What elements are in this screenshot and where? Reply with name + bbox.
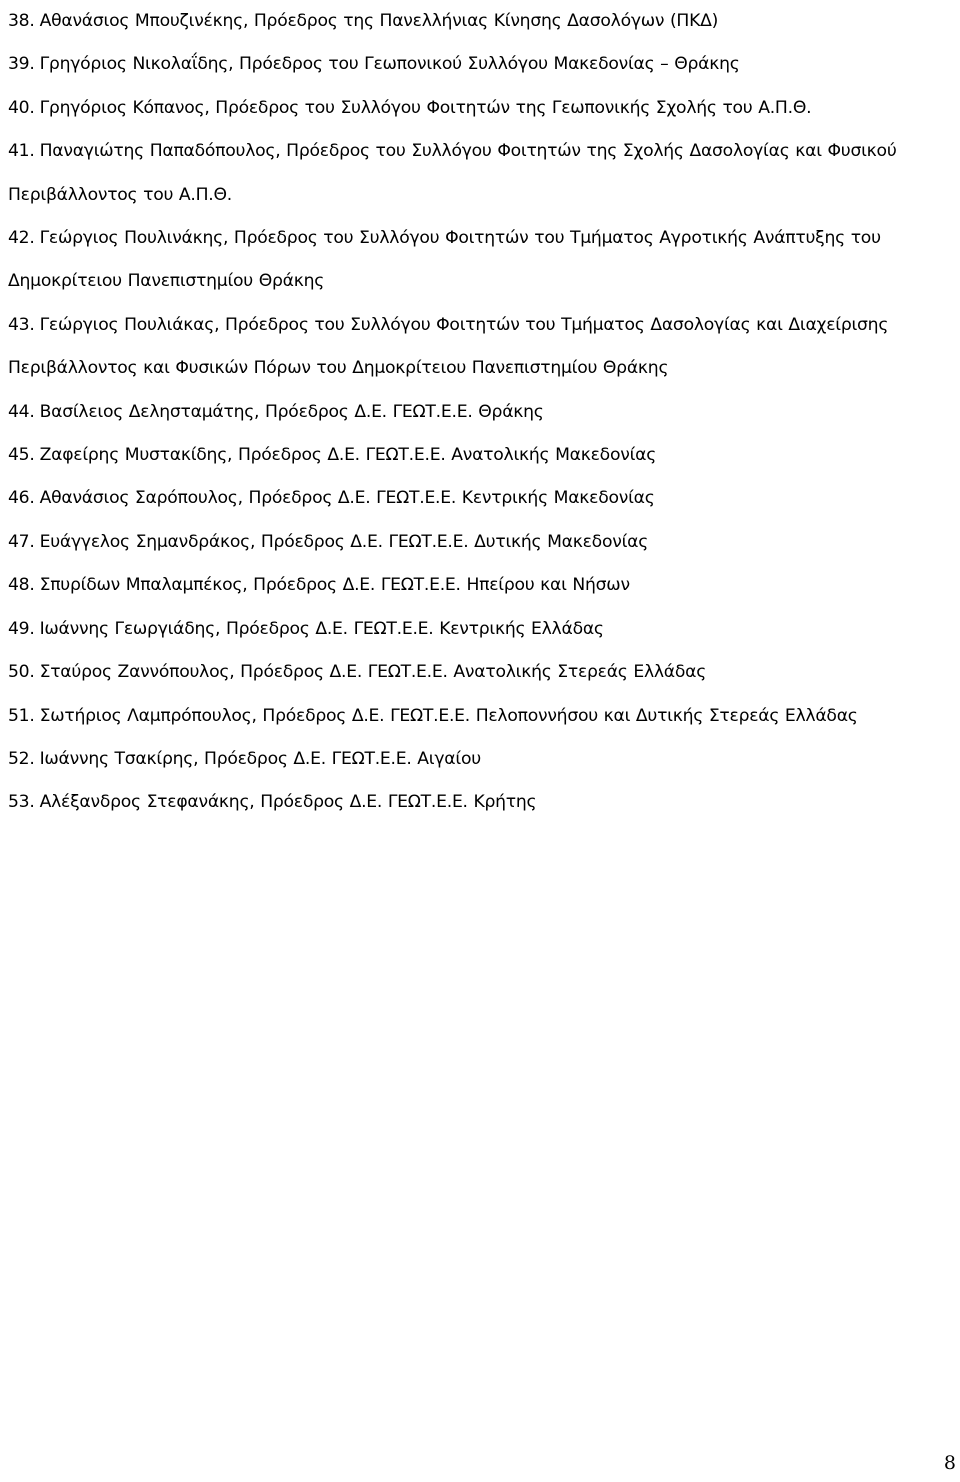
- item-number: 53.: [8, 792, 35, 813]
- item-number: 48.: [8, 575, 35, 596]
- item-number: 50.: [8, 662, 35, 683]
- item-text: Ευάγγελος Σημανδράκος, Πρόεδρος Δ.Ε. ΓΕΩΤ.Ε.Ε. Δυτικής Μακεδονίας: [39, 531, 649, 552]
- item-text: Παναγιώτης Παπαδόπουλος, Πρόεδρος του Συλλόγου Φοιτητών της Σχολής Δασολογίας και Φυσικού Περιβάλλοντος του Α.Π.Θ.: [8, 141, 897, 205]
- item-number: 43.: [8, 314, 35, 335]
- list-item: [8, 781, 954, 824]
- item-text: Αθανάσιος Σαρόπουλος, Πρόεδρος Δ.Ε. ΓΕΩΤ.Ε.Ε. Κεντρικής Μακεδονίας: [39, 488, 655, 509]
- list-item: [8, 304, 954, 391]
- item-number: 44.: [8, 401, 35, 422]
- item-text: Γεώργιος Πουλιάκας, Πρόεδρος του Συλλόγου Φοιτητών του Τμήματος Δασολογίας και Διαχείρισης Περιβάλλοντος και Φυσικών Πόρων του Δημοκρίτειου Πανεπιστημίου Θράκης: [8, 314, 889, 379]
- item-number: 47.: [8, 531, 35, 552]
- item-number: 52.: [8, 748, 35, 769]
- list-item: [8, 477, 954, 520]
- item-text: Αθανάσιος Μπουζινέκης, Πρόεδρος της Πανελλήνιας Κίνησης Δασολόγων (ΠΚΔ): [39, 11, 719, 31]
- list-item: [8, 43, 954, 86]
- item-number: 40.: [8, 97, 35, 118]
- item-text: Σταύρος Ζαννόπουλος, Πρόεδρος Δ.Ε. ΓΕΩΤ.Ε.Ε. Ανατολικής Στερεάς Ελλάδας: [39, 662, 707, 683]
- item-number: 38.: [8, 11, 35, 31]
- item-number: 51.: [8, 705, 35, 726]
- list-item: [8, 391, 954, 434]
- list-item: [8, 738, 954, 781]
- item-number: 39.: [8, 54, 35, 75]
- list-item: [8, 651, 954, 694]
- item-text: Γρηγόριος Κόπανος, Πρόεδρος του Συλλόγου Φοιτητών της Γεωπονικής Σχολής του Α.Π.Θ.: [39, 97, 812, 118]
- item-text: Γεώργιος Πουλινάκης, Πρόεδρος του Συλλόγου Φοιτητών του Τμήματος Αγροτικής Ανάπτυξης του Δημοκρίτειου Πανεπιστημίου Θράκης: [8, 228, 881, 292]
- item-number: 41.: [8, 141, 35, 162]
- item-number: 49.: [8, 618, 35, 639]
- signatories-list: [8, 0, 954, 825]
- item-text: Αλέξανδρος Στεφανάκης, Πρόεδρος Δ.Ε. ΓΕΩΤ.Ε.Ε. Κρήτης: [39, 792, 537, 813]
- list-item: [8, 130, 954, 217]
- item-text: Ιωάννης Τσακίρης, Πρόεδρος Δ.Ε. ΓΕΩΤ.Ε.Ε. Αιγαίου: [39, 748, 481, 769]
- item-number: 46.: [8, 488, 35, 509]
- item-number: 42.: [8, 228, 35, 249]
- list-item: [8, 434, 954, 477]
- item-text: Ιωάννης Γεωργιάδης, Πρόεδρος Δ.Ε. ΓΕΩΤ.Ε.Ε. Κεντρικής Ελλάδας: [39, 618, 604, 639]
- list-item: [8, 0, 954, 43]
- list-item: [8, 608, 954, 651]
- list-item: [8, 564, 954, 607]
- list-item: [8, 87, 954, 130]
- item-text: Σπυρίδων Μπαλαμπέκος, Πρόεδρος Δ.Ε. ΓΕΩΤ.Ε.Ε. Ηπείρου και Νήσων: [39, 575, 630, 596]
- item-text: Ζαφείρης Μυστακίδης, Πρόεδρος Δ.Ε. ΓΕΩΤ.Ε.Ε. Ανατολικής Μακεδονίας: [39, 445, 657, 466]
- item-text: Σωτήριος Λαμπρόπουλος, Πρόεδρος Δ.Ε. ΓΕΩΤ.Ε.Ε. Πελοποννήσου και Δυτικής Στερεάς Ελλάδας: [39, 705, 858, 726]
- item-number: 45.: [8, 445, 35, 466]
- item-text: Βασίλειος Δελησταμάτης, Πρόεδρος Δ.Ε. ΓΕΩΤ.Ε.Ε. Θράκης: [39, 401, 544, 422]
- item-text: Γρηγόριος Νικολαΐδης, Πρόεδρος του Γεωπονικού Συλλόγου Μακεδονίας – Θράκης: [39, 54, 740, 75]
- list-item: [8, 695, 954, 738]
- page-number: 8: [943, 1452, 956, 1474]
- list-item: [8, 521, 954, 564]
- list-item: [8, 217, 954, 304]
